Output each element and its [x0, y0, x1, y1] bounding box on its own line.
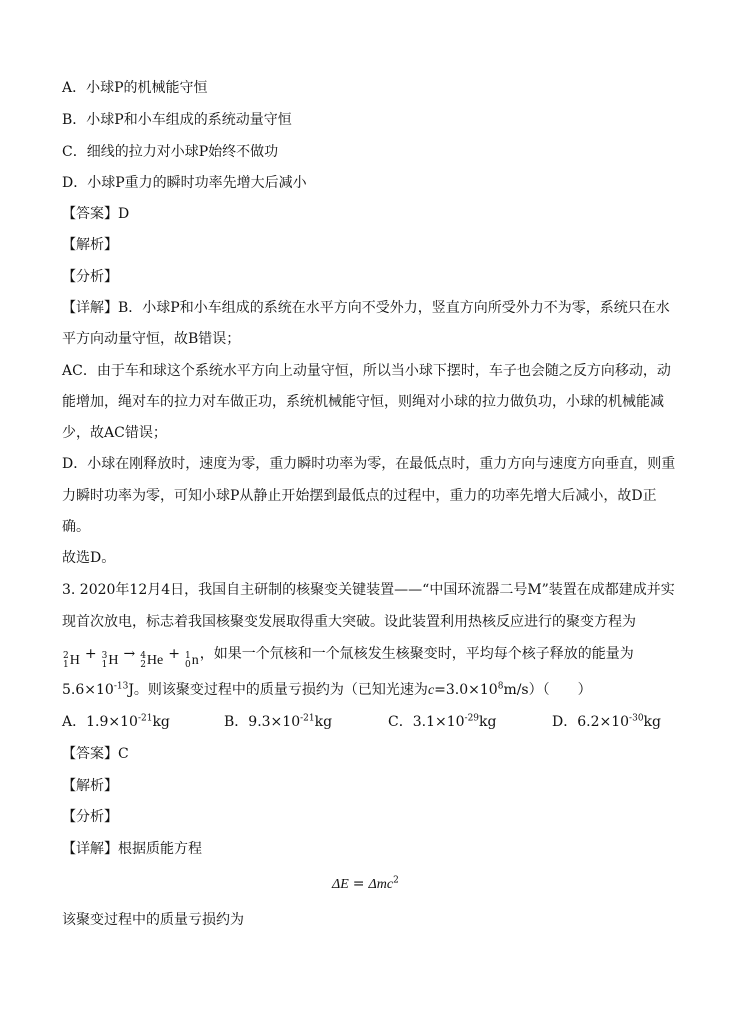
q2-conclusion: 故选D。: [62, 550, 116, 566]
q3-detail-line: 【详解】根据质能方程: [62, 841, 202, 857]
q3-stem-line-4: $5.6\times 10^{-13}J$。则该聚变过程中的质量亏损约为（已知光速为$c=3.0\times 10^8m/s$）（ ）: [62, 681, 592, 698]
tritium-nuclide: 3 1 H: [101, 651, 119, 670]
helium-nuclide: 4 2 He: [140, 651, 164, 670]
q2-detail-line: D．小球在刚释放时，速度为零，重力瞬时功率为零，在最低点时，重力方向与速度方向垂直，则重: [62, 456, 676, 472]
q2-detail-line: AC．由于车和球这个系统水平方向上动量守恒，所以当小球下摆时，车子也会随之反方向移动，动: [62, 363, 671, 379]
q3-stem-line-1: 3. 2020年12月4日，我国自主研制的核聚变关键装置——“中国环流器二号M”装置在成都建成并实: [62, 582, 675, 598]
q3-fusion-equation: 2 1 H + 3 1 H → 4 2 He + 1 0 n ，如果一个氘核和一个氚核发生核聚变时，平均每个核子释放的能量为: [63, 646, 634, 670]
q3-option-d: D．$6.2\times 10^{-30}kg$: [552, 713, 661, 730]
q3-fenxi-heading: 【分析】: [62, 809, 118, 825]
q2-detail-line: 确。: [62, 519, 90, 535]
q2-answer: 【答案】D: [62, 206, 130, 222]
q3-answer: 【答案】C: [62, 746, 129, 762]
q2-detail-line: 能增加，绳对车的拉力对车做正功，系统机械能守恒，则绳对小球的拉力做负功，小球的机械能减: [62, 394, 664, 410]
mass-energy-formula: ΔE = Δmc$^2$: [332, 875, 399, 892]
q3-analysis-heading: 【解析】: [62, 778, 118, 794]
q2-analysis-heading: 【解析】: [62, 237, 118, 253]
q2-option-c: C．细线的拉力对小球P始终不做功: [62, 144, 279, 160]
q3-option-a: A．$1.9\times 10^{-21}kg$: [62, 713, 170, 730]
deuterium-nuclide: 2 1 H: [63, 651, 80, 670]
reaction-arrow: →: [123, 646, 136, 662]
q2-fenxi-heading: 【分析】: [62, 269, 118, 285]
neutron-nuclide: 1 0 n: [184, 651, 199, 670]
q3-detail-line: 该聚变过程中的质量亏损约为: [62, 912, 244, 928]
q3-option-b: B．$9.3\times 10^{-21}kg$: [224, 713, 333, 730]
q2-option-b: B．小球P和小车组成的系统动量守恒: [62, 112, 292, 128]
q3-stem-line-2: 现首次放电，标志着我国核聚变发展取得重大突破。设此装置利用热核反应进行的聚变方程为: [62, 614, 636, 630]
q2-detail-line: 少，故AC错误；: [62, 425, 167, 441]
q2-option-a: A．小球P的机械能守恒: [62, 80, 208, 96]
q2-detail-line: 平方向动量守恒，故B错误；: [62, 331, 241, 347]
q2-option-d: D．小球P重力的瞬时功率先增大后减小: [62, 175, 307, 191]
q3-option-c: C．$3.1\times 10^{-29}kg$: [388, 713, 497, 730]
q2-detail-line: 【详解】B．小球P和小车组成的系统在水平方向不受外力，竖直方向所受外力不为零，系统只在水: [62, 300, 670, 316]
q2-detail-line: 力瞬时功率为零，可知小球P从静止开始摆到最低点的过程中，重力的功率先增大后减小，故D正: [62, 488, 657, 504]
